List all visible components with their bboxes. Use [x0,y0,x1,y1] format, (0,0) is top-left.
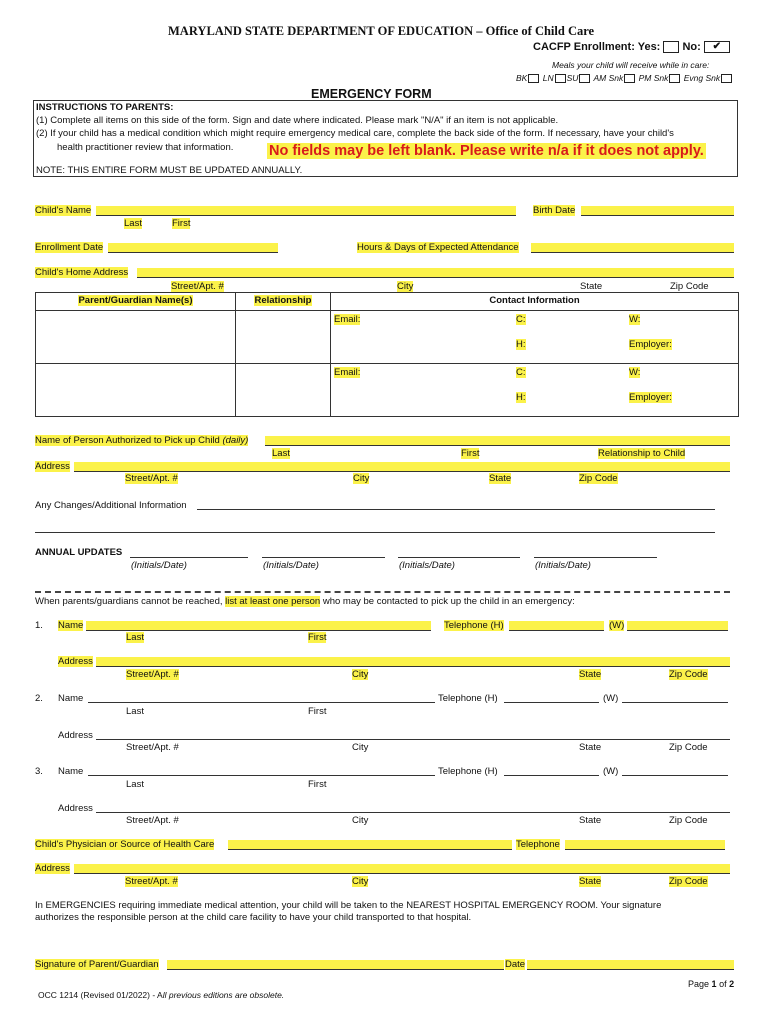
physician-address-label: Address [35,863,70,874]
meals-options [516,73,733,83]
emergency-3-street-label: Street/Apt. # [126,815,179,826]
annual-initials-4: (Initials/Date) [535,560,591,571]
parent2-contact-cell [331,364,739,417]
meal-evng-label: Evng Snk [683,73,721,83]
emergency-1-number: 1. [35,620,43,631]
signature-date-field[interactable] [527,960,734,970]
page-current: 1 [711,979,717,989]
signature-label: Signature of Parent/Guardian [35,959,159,970]
parent1-employer-label[interactable]: Employer: [629,339,672,350]
hours-days-field[interactable] [531,243,734,253]
pickup-city-label: City [353,473,370,484]
emergency-1-tel-h-field[interactable] [509,621,604,631]
pickup-zip-label: Zip Code [579,473,618,484]
parent2-email-label[interactable]: Email: [334,367,361,378]
childs-name-label: Child's Name [35,205,92,216]
authorized-pickup-label [35,435,248,446]
parent2-employer-label[interactable]: Employer: [629,392,672,403]
emergency-1-tel-w-label: (W) [609,620,625,631]
instruction-2a: (2) If your child has a medical condition which might require emergency medical care, complete the back side of the form. If necessary, have your child's [36,128,674,139]
emergency-2-tel-w-label: (W) [603,693,619,704]
parent1-name-cell[interactable] [36,311,236,364]
childs-name-field[interactable] [96,206,516,216]
emergency-intro-highlight: list at least one person [225,596,321,607]
parent2-work-label[interactable]: W: [629,367,641,378]
office-name: – Office of Child Care [476,24,595,38]
parent2-home-label[interactable]: H: [516,392,526,403]
emergency-3-address-field[interactable] [96,812,730,813]
no-blank-warning: No fields may be left blank. Please write n/a if it does not apply. [269,143,704,159]
meals-label: Meals your child will receive while in care: [552,60,710,70]
emergency-2-last-label: Last [126,706,144,717]
pickup-street-label: Street/Apt. # [125,473,178,484]
parent1-email-label[interactable]: Email: [334,314,361,325]
birth-date-label: Birth Date [533,205,576,216]
authorized-pickup-text: Name of Person Authorized to Pick up Child [35,435,220,446]
col-relationship-label: Relationship [254,295,312,306]
meal-su-checkbox[interactable] [579,74,590,83]
home-city-label: City [397,281,414,292]
check-icon: ✔ [712,41,722,53]
annual-update-2-field[interactable] [262,548,385,558]
physician-state-label: State [579,876,602,887]
physician-telephone-label: Telephone [516,839,560,850]
emergency-1-tel-h-label: Telephone (H) [444,620,504,631]
instructions-box [33,100,738,177]
emergency-1-tel-w-field[interactable] [627,621,728,631]
cacfp-no-checkbox[interactable] [704,41,730,53]
child-last-label: Last [124,218,142,229]
emergency-1-state-label: State [579,669,602,680]
emergency-3-tel-h-label: Telephone (H) [438,766,498,777]
emergency-3-name-label: Name [58,766,84,777]
physician-label: Child's Physician or Source of Health Care [35,839,215,850]
emergency-1-address-label: Address [58,656,93,667]
pickup-state-label: State [489,473,512,484]
pickup-address-field[interactable] [74,462,730,472]
emergency-1-address-field[interactable] [96,657,730,667]
consent-line-1: In EMERGENCIES requiring immediate medical attention, your child will be taken to the NEAREST HOSPITAL EMERGENCY ROOM. Your signature [35,900,662,911]
emergency-3-last-label: Last [126,779,144,790]
parent-contact-table [35,292,739,417]
cacfp-enrollment [533,41,730,53]
instruction-2b: health practitioner review that information. [57,142,234,153]
emergency-2-first-label: First [308,706,327,717]
changes-field-1[interactable] [197,500,715,510]
meal-bk-label: BK [516,73,528,83]
meal-am-checkbox[interactable] [624,74,635,83]
parent1-cell-label[interactable]: C: [516,314,526,325]
physician-city-label: City [352,876,369,887]
page-number [688,979,734,989]
physician-telephone-field[interactable] [565,840,725,850]
home-address-label: Child's Home Address [35,267,129,278]
emergency-2-zip-label: Zip Code [669,742,708,753]
table-header-row [36,293,739,311]
emergency-1-first-label: First [308,632,327,643]
dashed-divider [35,591,730,593]
emergency-1-name-label: Name [58,620,84,631]
page-of: of [719,979,727,989]
emergency-2-tel-h-field[interactable] [504,702,599,703]
annual-initials-3: (Initials/Date) [399,560,455,571]
emergency-2-address-label: Address [58,730,93,741]
pickup-relationship-label: Relationship to Child [598,448,686,459]
emergency-1-last-label: Last [126,632,144,643]
table-row [36,311,739,364]
emergency-2-address-field[interactable] [96,739,730,740]
agency-title [168,24,594,39]
changes-field-2[interactable] [35,523,715,533]
page-word: Page [688,979,710,989]
child-first-label: First [172,218,191,229]
emergency-1-name-field[interactable] [86,621,431,631]
agency-name: MARYLAND STATE DEPARTMENT OF EDUCATION [168,24,474,38]
col-parent-name [36,293,236,311]
parent2-relationship-cell[interactable] [236,364,331,417]
cacfp-no-label: No: [682,41,701,53]
annual-note: NOTE: THIS ENTIRE FORM MUST BE UPDATED ANNUALLY. [36,165,303,176]
authorized-pickup-daily: (daily) [222,435,249,446]
meal-ln-label: LN [542,73,554,83]
parent2-name-cell[interactable] [36,364,236,417]
home-address-field[interactable] [137,268,734,278]
col-contact-info-label: Contact Information [489,295,580,306]
pickup-last-label: Last [272,448,290,459]
home-street-label: Street/Apt. # [171,281,224,292]
signature-date-label: Date [505,959,526,970]
annual-initials-1: (Initials/Date) [131,560,187,571]
emergency-3-name-field[interactable] [88,775,435,776]
physician-street-label: Street/Apt. # [125,876,178,887]
meal-evng-checkbox[interactable] [721,74,732,83]
table-row [36,364,739,417]
parent2-cell-label[interactable]: C: [516,367,526,378]
emergency-2-state-label: State [579,742,602,753]
annual-updates-label: ANNUAL UPDATES [35,547,123,558]
emergency-1-zip-label: Zip Code [669,669,708,680]
cacfp-yes-label: CACFP Enrollment: Yes: [533,41,661,53]
hours-days-label: Hours & Days of Expected Attendance [357,242,519,253]
emergency-intro-b: who may be contacted to pick up the child in an emergency: [322,596,575,607]
instruction-1: (1) Complete all items on this side of the form. Sign and date where indicated. Please mark "N/A" if an item is not applicable. [36,115,559,126]
col-contact-info [331,293,739,311]
emergency-2-tel-w-field[interactable] [622,702,728,703]
emergency-2-number: 2. [35,693,43,704]
emergency-2-name-field[interactable] [88,702,435,703]
emergency-3-state-label: State [579,815,602,826]
consent-line-2: authorizes the responsible person at the child care facility to have your child transported to that hospital. [35,912,472,923]
meal-am-label: AM Snk [593,73,624,83]
instructions-heading: INSTRUCTIONS TO PARENTS: [36,102,174,113]
emergency-3-tel-h-field[interactable] [504,775,599,776]
emergency-3-zip-label: Zip Code [669,815,708,826]
enrollment-date-field[interactable] [108,243,278,253]
parent1-relationship-cell[interactable] [236,311,331,364]
form-title: EMERGENCY FORM [311,87,432,101]
emergency-1-street-label: Street/Apt. # [126,669,179,680]
annual-update-1-field[interactable] [130,548,248,558]
birth-date-field[interactable] [581,206,734,216]
col-relationship [236,293,331,311]
physician-zip-label: Zip Code [669,876,708,887]
emergency-1-city-label: City [352,669,369,680]
meal-pm-checkbox[interactable] [669,74,680,83]
emergency-2-street-label: Street/Apt. # [126,742,179,753]
meal-su-label: SU [566,73,579,83]
emergency-2-tel-h-label: Telephone (H) [438,693,498,704]
cacfp-yes-checkbox[interactable] [663,41,679,53]
emergency-2-city-label: City [352,742,369,753]
enrollment-date-label: Enrollment Date [35,242,104,253]
annual-initials-2: (Initials/Date) [263,560,319,571]
signature-field[interactable] [167,960,504,970]
col-parent-name-label: Parent/Guardian Name(s) [78,295,193,306]
changes-label: Any Changes/Additional Information [35,500,187,511]
annual-update-4-field[interactable] [534,548,657,558]
emergency-3-city-label: City [352,815,369,826]
emergency-3-tel-w-field[interactable] [622,775,728,776]
page-total: 2 [729,979,735,989]
form-revision [38,990,284,1000]
parent1-contact-cell [331,311,739,364]
annual-update-3-field[interactable] [398,548,520,558]
emergency-3-number: 3. [35,766,43,777]
parent1-work-label[interactable]: W: [629,314,641,325]
home-zip-label: Zip Code [670,281,709,292]
pickup-address-label: Address [35,461,70,472]
physician-address-field[interactable] [74,864,730,874]
emergency-2-name-label: Name [58,693,84,704]
meal-ln-checkbox[interactable] [555,74,566,83]
authorized-pickup-field[interactable] [265,436,730,446]
form-id: OCC 1214 (Revised 01/2022) - A [38,990,163,1000]
emergency-3-tel-w-label: (W) [603,766,619,777]
parent1-home-label[interactable]: H: [516,339,526,350]
emergency-3-address-label: Address [58,803,93,814]
pickup-first-label: First [461,448,480,459]
emergency-intro-a: When parents/guardians cannot be reached, [35,596,223,607]
physician-field[interactable] [228,840,512,850]
emergency-3-first-label: First [308,779,327,790]
obsolete-note: ll previous editions are obsolete. [162,990,285,1000]
home-state-label: State [580,281,603,292]
meal-pm-label: PM Snk [638,73,669,83]
emergency-intro [35,596,575,607]
meal-bk-checkbox[interactable] [528,74,539,83]
